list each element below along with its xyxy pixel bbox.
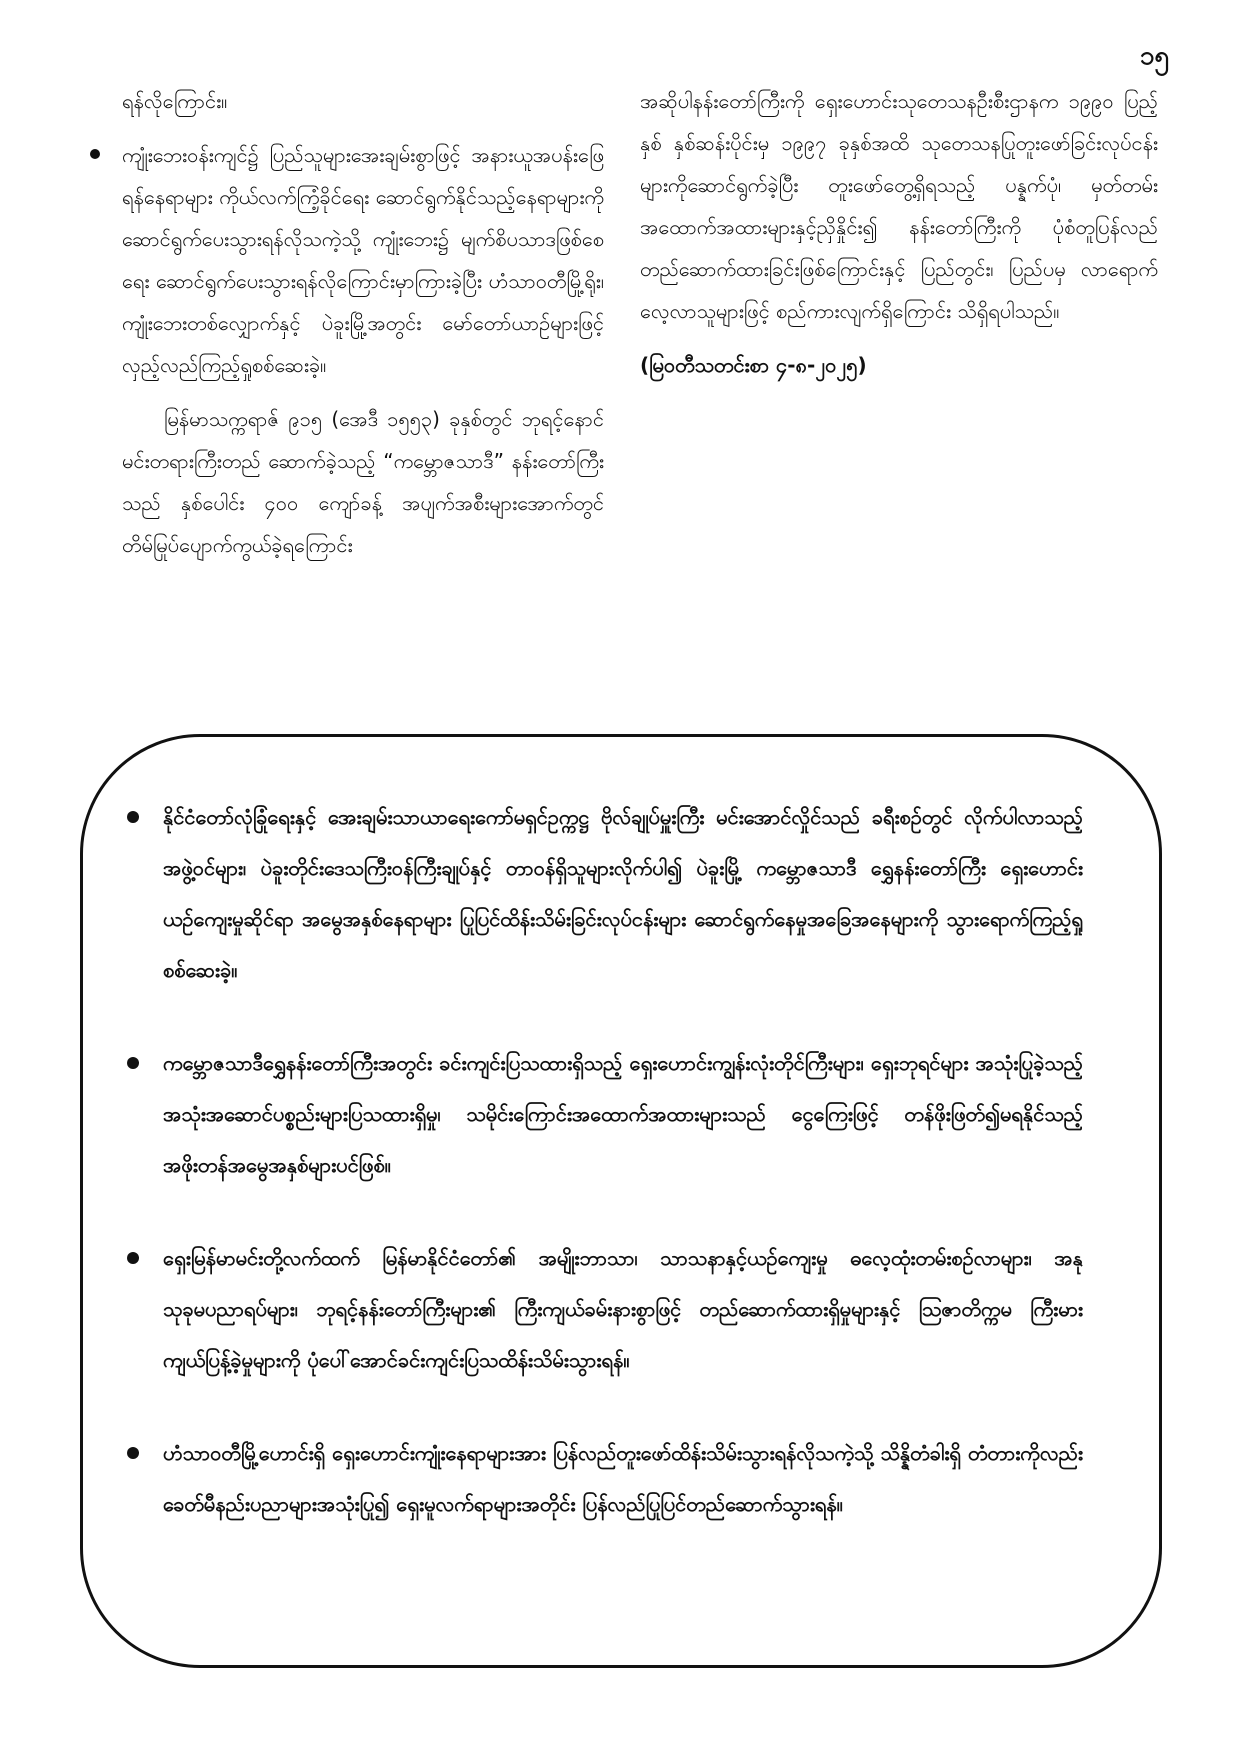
list-item-text: ကျုံးဘေးဝန်းကျင်၌ ပြည်သူများအေးချမ်းစွာဖြင့် အနားယူအပန်းဖြေရန်နေရာများ ကိုယ်လက်ကြံ့ခိုင်ရေး ဆောင်ရွက်နိုင်သည့်နေရာများကို ဆောင်ရွက်ပေးသွားရန်လိုသကဲ့သို့ ကျုံးဘေး၌ မျက်စိပသာဒဖြစ်စေရေး ဆောင်ရွက်ပေးသွားရန်လိုကြောင်းမှာကြားခဲ့ပြီး ဟံသာဝတီမြို့ရိုး၊ ကျုံးဘေးတစ်လျှောက်နှင့် ပဲခူးမြို့အတွင်း မော်တော်ယာဉ်များဖြင့် လှည့်လည်ကြည့်ရှုစစ်ဆေးခဲ့။ — [122, 143, 604, 377]
list-item — [163, 1038, 1083, 1191]
bullet-dot-icon — [90, 149, 100, 159]
list-item — [163, 1428, 1083, 1530]
source-citation: (မြဝတီသတင်းစာ ၄-၈-၂၀၂၅) — [640, 353, 867, 377]
list-item-text: ရှေးမြန်မာမင်းတို့လက်ထက် မြန်မာနိုင်ငံတော်၏ အမျိုးဘာသာ၊ သာသနာနှင့်ယဉ်ကျေးမှု ဓလေ့ထုံးတမ်းစဉ်လာများ၊ အနုသုခုမပညာရပ်များ၊ ဘုရင့်နန်းတော်ကြီးများ၏ ကြီးကျယ်ခမ်းနားစွာဖြင့် တည်ဆောက်ထားရှိမှုများနှင့် သြဇာတိက္ကမ ကြီးမားကျယ်ပြန့်ခဲ့မှုများကို ပုံပေါ်အောင်ခင်းကျင်းပြသထိန်းသိမ်းသွားရန်။ — [163, 1246, 1083, 1372]
highlight-box — [80, 734, 1162, 1668]
right-column — [640, 80, 1158, 398]
bullet-dot-icon — [127, 1252, 139, 1264]
bullet-list — [122, 134, 604, 386]
list-item-text: နိုင်ငံတော်လုံခြုံရေးနှင့် အေးချမ်းသာယာရေးကော်မရှင်ဥက္ကဋ္ဌ ဗိုလ်ချုပ်မှူးကြီး မင်းအောင်လှိုင်သည် ခရီးစဉ်တွင် လိုက်ပါလာသည့် အဖွဲ့ဝင်များ၊ ပဲခူးတိုင်းဒေသကြီးဝန်ကြီးချုပ်နှင့် တာဝန်ရှိသူများလိုက်ပါ၍ ပဲခူးမြို့ ကမ္ဘောဇသာဒီ ရွှေနန်းတော်ကြီး ရှေးဟောင်းယဉ်ကျေးမှုဆိုင်ရာ အမွေအနှစ်နေရာများ ပြုပြင်ထိန်းသိမ်းခြင်းလုပ်ငန်းများ ဆောင်ရွက်နေမှုအခြေအနေများကို သွားရောက်ကြည့်ရှုစစ်ဆေးခဲ့။ — [163, 805, 1083, 982]
box-bullet-list — [163, 792, 1083, 1572]
list-item-text: ကမ္ဘောဇသာဒီရွှေနန်းတော်ကြီးအတွင်း ခင်းကျင်းပြသထားရှိသည့် ရှေးဟောင်းကျွန်းလုံးတိုင်ကြီးများ၊ ရှေးဘုရင်များ အသုံးပြုခဲ့သည့် အသုံးအဆောင်ပစ္စည်းများပြသထားရှိမှု၊ သမိုင်းကြောင်းအထောက်အထားများသည် ငွေကြေးဖြင့် တန်ဖိုးဖြတ်၍မရနိုင်သည့် အဖိုးတန်အမွေအနှစ်များပင်ဖြစ်။ — [163, 1051, 1083, 1177]
body-paragraph: မြန်မာသက္ကရာဇ် ၉၁၅ (အေဒီ ၁၅၅၃) ခုနှစ်တွင် ဘုရင့်နောင်မင်းတရားကြီးတည် ဆောက်ခဲ့သည့် “ကမ္ဘောဇသာဒီ” နန်းတော်ကြီးသည် နှစ်ပေါင်း ၄၀၀ ကျော်ခန့် အပျက်အစီးများအောက်တွင် တိမ်မြုပ်ပျောက်ကွယ်ခဲ့ရကြောင်း — [122, 407, 604, 557]
continuation-text: ရန်လိုကြောင်း။ — [122, 89, 228, 113]
list-item — [163, 1233, 1083, 1386]
list-item — [122, 134, 604, 386]
page-number: ၁၅ — [1139, 41, 1169, 71]
list-item — [163, 792, 1083, 996]
bullet-dot-icon — [127, 1057, 139, 1069]
bullet-dot-icon — [127, 1447, 139, 1459]
left-column — [122, 80, 604, 578]
list-item-text: ဟံသာဝတီမြို့ဟောင်းရှိ ရှေးဟောင်းကျုံးနေရာများအား ပြန်လည်တူးဖော်ထိန်းသိမ်းသွားရန်လိုသကဲ့သို့ သိန္နိတံခါးရှိ တံတားကိုလည်း ခေတ်မီနည်းပညာများအသုံးပြု၍ ရှေးမူလက်ရာများအတိုင်း ပြန်လည်ပြုပြင်တည်ဆောက်သွားရန်။ — [163, 1441, 1083, 1516]
body-paragraph: အဆိုပါနန်းတော်ကြီးကို ရှေးဟောင်းသုတေသနဦးစီးဌာနက ၁၉၉၀ ပြည့်နှစ် နှစ်ဆန်းပိုင်းမှ ၁၉၉၇ ခုနှစ်အထိ သုတေသနပြုတူးဖော်ခြင်းလုပ်ငန်းများကိုဆောင်ရွက်ခဲ့ပြီး တူးဖော်တွေ့ရှိရသည့် ပန္နက်ပုံ၊ မှတ်တမ်းအထောက်အထားများနှင့်ညှိနှိုင်း၍ နန်းတော်ကြီးကို ပုံစံတူပြန်လည်တည်ဆောက်ထားခြင်းဖြစ်ကြောင်းနှင့် ပြည်တွင်း၊ ပြည်ပမှ လာရောက်လေ့လာသူများဖြင့် စည်ကားလျက်ရှိကြောင်း သိရှိရပါသည်။ — [640, 89, 1158, 323]
bullet-dot-icon — [127, 811, 139, 823]
